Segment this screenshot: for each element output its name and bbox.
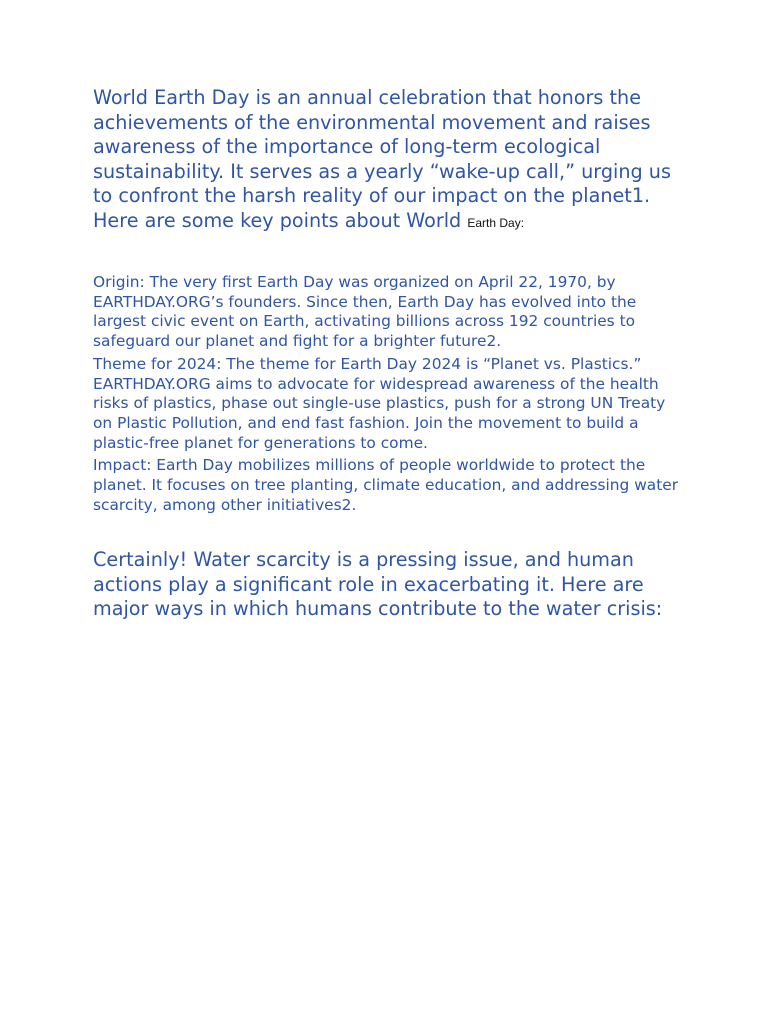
point-theme-2024: Theme for 2024: The theme for Earth Day 2024 is “Planet vs. Plastics.” EARTHDAY.ORG aims to advocate for widespread awareness of the health risks of plastics, phase out single-use plastics, push for a strong UN Treaty on Plastic Pollution, and end fast fashion. Join the movement to build a plastic-free planet for generations to come.: [93, 354, 666, 452]
key-points-list: [93, 273, 683, 515]
intro-paragraph: [93, 86, 683, 235]
water-scarcity-paragraph: Certainly! Water scarcity is a pressing issue, and human actions play a significant role in exacerbating it. Here are major ways in which humans contribute to the water crisis:: [93, 548, 663, 621]
intro-tail-text: Earth Day:: [467, 215, 525, 230]
intro-main-text: World Earth Day is an annual celebration that honors the achievements of the environmental movement and raises awareness of the importance of long-term ecological sustainability. It serves as a yearly “wake-up call,” urging us to confront the harsh reality of our impact on the planet1. Here are some key points about World: [93, 86, 671, 232]
point-impact: Impact: Earth Day mobilizes millions of people worldwide to protect the planet. It focuses on tree planting, climate education, and addressing water scarcity, among other initiatives2.: [93, 456, 679, 514]
point-origin: Origin: The very first Earth Day was organized on April 22, 1970, by EARTHDAY.ORG’s founders. Since then, Earth Day has evolved into the largest civic event on Earth, activating billions across 192 countries to safeguard our planet and fight for a brighter future2.: [93, 273, 637, 351]
document-body: [93, 86, 683, 622]
